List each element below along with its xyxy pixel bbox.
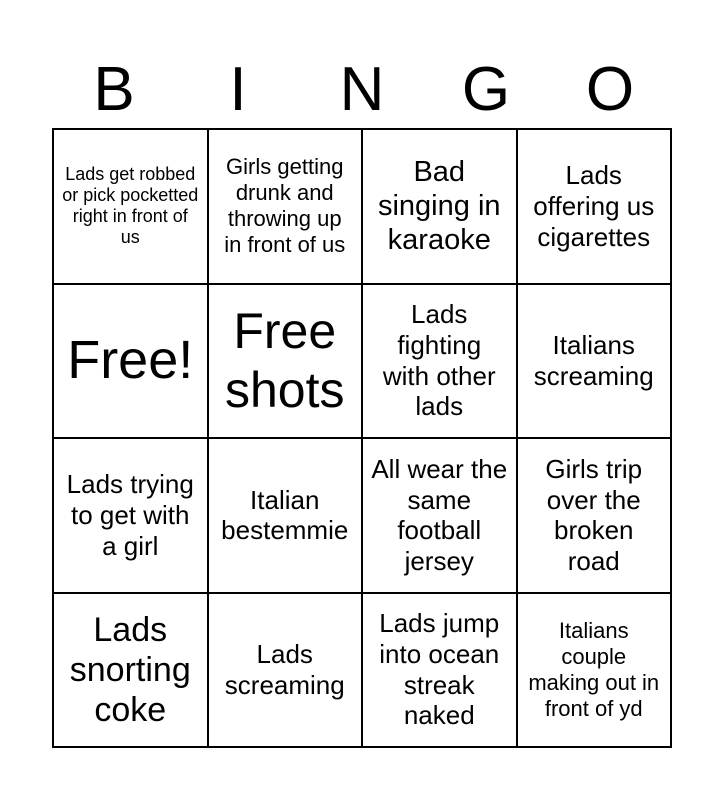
cell-text: Lads trying to get with a girl (66, 469, 194, 561)
bingo-cell[interactable] (209, 439, 364, 594)
bingo-cell[interactable] (54, 439, 209, 594)
header-letter-i: I (229, 55, 247, 124)
bingo-cell[interactable] (209, 285, 364, 440)
cell-text: Lads screaming (224, 639, 345, 700)
cell-text: Lads offering us cigarettes (533, 160, 655, 252)
bingo-cell[interactable] (54, 130, 209, 285)
bingo-cell[interactable] (518, 594, 673, 749)
cell-text: Italians screaming (533, 330, 654, 391)
bingo-cell[interactable] (209, 594, 364, 749)
cell-text: Free! (67, 329, 194, 390)
bingo-cell[interactable] (363, 285, 518, 440)
bingo-header (52, 52, 672, 128)
cell-text: Italians couple making out in front of yd (528, 617, 660, 721)
bingo-cell[interactable] (518, 439, 673, 594)
bingo-board (52, 128, 672, 748)
header-letter-g: G (461, 55, 511, 124)
cell-text: Italian bestemmie (221, 484, 349, 546)
cell-text: Free shots (224, 302, 345, 418)
bingo-cell[interactable] (209, 130, 364, 285)
bingo-cell-free[interactable] (54, 285, 209, 440)
header-letter-b: B (93, 55, 135, 124)
cell-text: Lads fighting with other lads (382, 299, 496, 422)
cell-text: Lads jump into ocean streak naked (379, 608, 500, 731)
bingo-cell[interactable] (518, 285, 673, 440)
header-letter-o: O (585, 55, 635, 124)
cell-text: All wear the same football jersey (371, 453, 508, 576)
bingo-cell[interactable] (54, 594, 209, 749)
cell-text: Bad singing in karaoke (377, 155, 501, 257)
cell-text: Girls getting drunk and throwing up in front of us (224, 154, 346, 258)
cell-text: Girls trip over the broken road (545, 453, 643, 576)
bingo-cell[interactable] (363, 594, 518, 749)
cell-text: Lads get robbed or pick pocketted right in front of us (62, 163, 199, 248)
bingo-cell[interactable] (518, 130, 673, 285)
header-letter-n: N (339, 55, 385, 124)
bingo-cell[interactable] (363, 439, 518, 594)
cell-text: Lads snorting coke (69, 610, 191, 729)
bingo-cell[interactable] (363, 130, 518, 285)
